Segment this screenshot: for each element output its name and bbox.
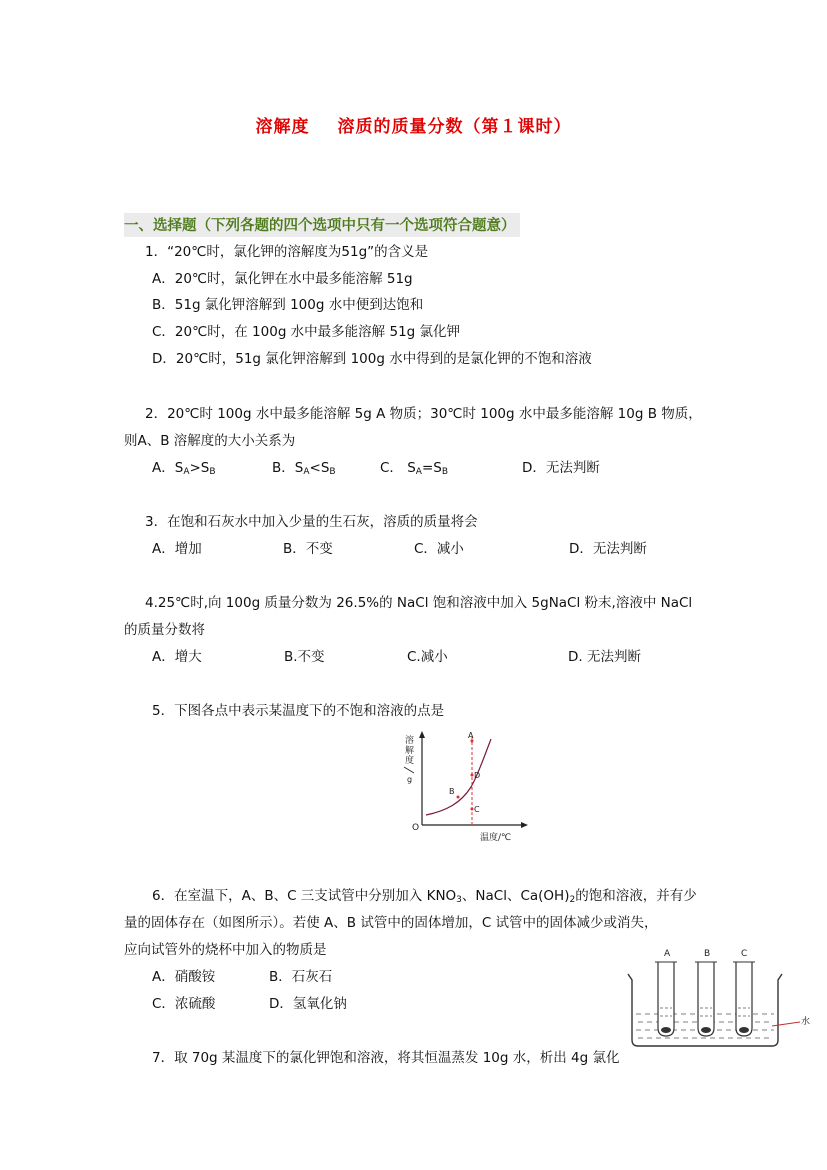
q3-stem: 3．在饱和石灰水中加入少量的生石灰，溶质的质量将会 xyxy=(145,514,478,530)
q2-option-a: A．$S_A>S_B$ xyxy=(152,460,216,477)
tube-a xyxy=(658,962,674,1036)
y-axis-arrow xyxy=(419,731,425,738)
water-pointer xyxy=(772,1022,800,1026)
q6-option-d: D．氢氧化钠 xyxy=(269,996,347,1012)
q6-stem-line1: 6．在室温下，A、B、C 三支试管中分别加入 $KNO_3$、NaCl、$Ca(OH)_2$的饱和溶液，并有少 xyxy=(152,888,697,905)
q3-option-b: B．不变 xyxy=(283,541,333,557)
solubility-graph xyxy=(376,727,532,847)
y-axis-label-1: 溶 xyxy=(405,736,415,746)
q1-stem: 1．“20℃时，氯化钾的溶解度为51g”的含义是 xyxy=(145,244,429,260)
origin-label: O xyxy=(412,823,420,833)
q4-stem-line2: 的质量分数将 xyxy=(124,622,205,638)
title-part2: 溶质的质量分数（第１课时） xyxy=(337,117,572,137)
y-axis-label-3: 度 xyxy=(405,756,415,766)
q2-stem-line2: 则A、B 溶解度的大小关系为 xyxy=(124,433,296,449)
tube-b-label: B xyxy=(704,949,711,959)
q6-option-b: B．石灰石 xyxy=(269,969,333,985)
q4-option-a: A．增大 xyxy=(152,649,202,665)
title-part1: 溶解度 xyxy=(255,117,310,137)
point-a-label: A xyxy=(468,731,474,740)
q6-stem-line2: 量的固体存在（如图所示）。若使 A、B 试管中的固体增加，C 试管中的固体减少或消失， xyxy=(124,915,658,931)
x-axis-label: 温度/℃ xyxy=(480,833,512,843)
q2-option-c: C． $S_A=S_B$ xyxy=(380,460,449,477)
q1-option-a: A．20℃时，氯化钾在水中最多能溶解 51g xyxy=(152,271,413,287)
q1-option-d: D．20℃时，51g 氯化钾溶解到 100g 水中得到的是氯化钾的不饱和溶液 xyxy=(152,351,592,367)
point-d-label: D xyxy=(474,771,481,780)
x-axis-arrow xyxy=(521,822,528,828)
q5-stem: 5．下图各点中表示某温度下的不饱和溶液的点是 xyxy=(152,703,445,719)
q1-option-c: C．20℃时，在 100g 水中最多能溶解 51g 氯化钾 xyxy=(152,324,461,340)
tube-b xyxy=(698,962,714,1036)
solubility-curve xyxy=(426,739,491,815)
test-tube-figure xyxy=(622,944,818,1056)
point-c-label: C xyxy=(474,805,480,814)
water-label: 水 xyxy=(801,1017,811,1027)
q2-option-d: D．无法判断 xyxy=(522,460,600,476)
point-b-label: B xyxy=(449,787,455,796)
q3-option-a: A．增加 xyxy=(152,541,202,557)
q3-option-d: D．无法判断 xyxy=(569,541,647,557)
page-title xyxy=(0,112,827,137)
q6-option-a: A．硝酸铵 xyxy=(152,969,216,985)
q1-option-b: B．51g 氯化钾溶解到 100g 水中便到达饱和 xyxy=(152,297,424,313)
tube-c xyxy=(736,962,752,1036)
y-axis-label-2: 解 xyxy=(405,746,415,756)
q2-option-b: B．$S_A<S_B$ xyxy=(272,460,336,477)
q4-stem-line1: 4.25℃时,向 100g 质量分数为 26.5%的 NaCl 饱和溶液中加入 5gNaCl 粉末,溶液中 NaCl xyxy=(145,595,693,611)
tube-c-label: C xyxy=(741,949,748,959)
q4-option-d: D. 无法判断 xyxy=(568,649,641,665)
q3-option-c: C．减小 xyxy=(414,541,464,557)
q2-stem-line1: 2．20℃时 100g 水中最多能溶解 5g A 物质；30℃时 100g 水中最多能溶解 10g B 物质， xyxy=(145,406,702,422)
q4-option-c: C.减小 xyxy=(407,649,448,665)
section-heading: 一、选择题（下列各题的四个选项中只有一个选项符合题意） xyxy=(124,213,520,237)
q4-option-b: B.不变 xyxy=(284,649,325,665)
y-axis-label-unit: g xyxy=(407,775,413,784)
tube-a-label: A xyxy=(664,949,671,959)
q6-stem-line3: 应向试管外的烧杯中加入的物质是 xyxy=(124,942,327,958)
q7-stem: 7．取 70g 某温度下的氯化钾饱和溶液，将其恒温蒸发 10g 水，析出 4g 氯化 xyxy=(152,1050,620,1066)
q6-option-c: C．浓硫酸 xyxy=(152,996,216,1012)
